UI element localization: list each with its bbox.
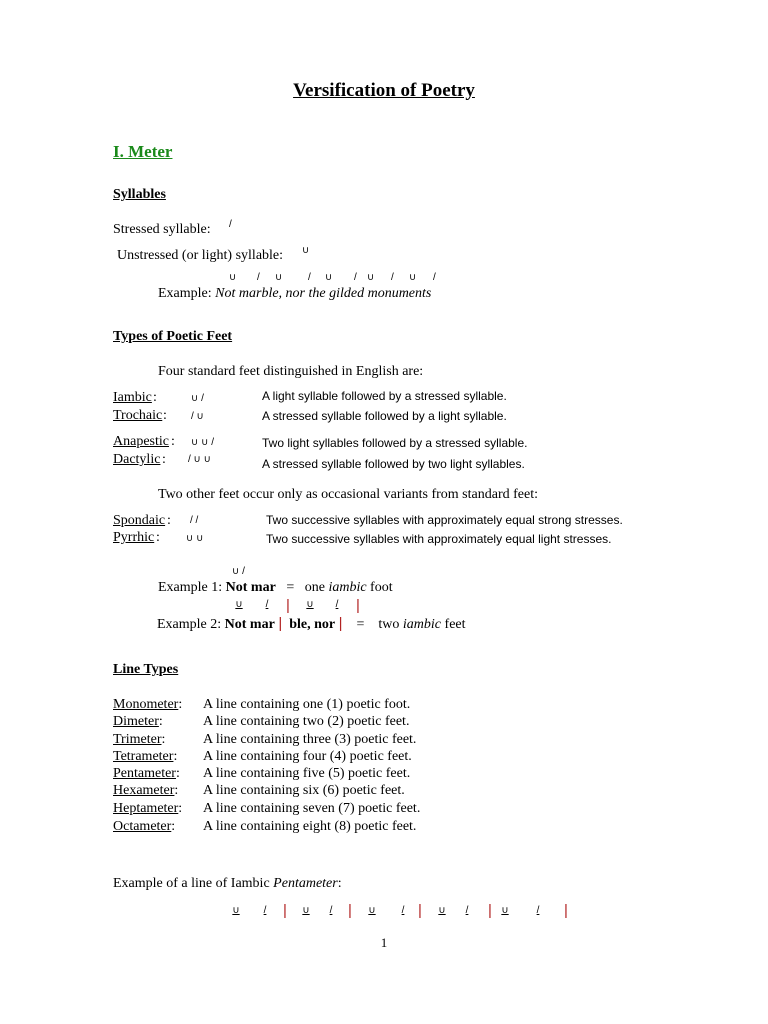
foot-marks: ∪ / xyxy=(191,393,204,404)
foot-desc: A light syllable followed by a stressed syllable. xyxy=(262,389,507,403)
foot-divider: | xyxy=(348,902,352,919)
scansion-mark: ∪ xyxy=(229,272,237,283)
stressed-mark: / xyxy=(229,219,232,230)
example1-type: iambic xyxy=(328,580,367,595)
feet-heading: Types of Poetic Feet xyxy=(113,329,233,344)
line-type-name: Pentameter xyxy=(113,766,176,781)
foot-divider: | xyxy=(418,902,422,919)
section-heading: I. Meter xyxy=(113,142,173,161)
scansion-mark: ∪ xyxy=(368,905,376,916)
scansion-mark: / xyxy=(265,599,269,610)
page-title: Versification of Poetry xyxy=(293,80,475,101)
example-verse: Not marble, nor the gilded monuments xyxy=(215,286,432,301)
line-type-row: Dimeter: xyxy=(113,714,163,729)
scansion-mark: ∪ xyxy=(302,905,310,916)
unstressed-mark: ∪ xyxy=(302,245,310,256)
example1-post: foot xyxy=(370,580,393,595)
foot-name: Pyrrhic xyxy=(113,530,155,545)
foot-marks: ∪ ∪ xyxy=(186,533,204,544)
scansion-mark: / xyxy=(391,272,394,283)
foot-marks: ∪ ∪ / xyxy=(191,437,214,448)
line-type-row: Heptameter: xyxy=(113,801,183,816)
line-type-name: Hexameter xyxy=(113,783,175,798)
line-type-desc: A line containing five (5) poetic feet. xyxy=(203,766,411,781)
example1-pre: one xyxy=(304,580,325,595)
line-type-name: Octameter xyxy=(113,819,172,834)
example1-syllables: Not mar xyxy=(225,580,276,595)
foot-name: Anapestic xyxy=(113,434,169,449)
line-type-desc: A line containing three (3) poetic feet. xyxy=(203,732,417,747)
pentameter-example-term: Pentameter xyxy=(273,876,338,891)
foot-name: Trochaic xyxy=(113,408,163,423)
foot-divider: | xyxy=(278,615,283,632)
foot-divider: | xyxy=(356,597,360,614)
foot-marks: / ∪ ∪ xyxy=(188,454,211,465)
scansion-mark: ∪ xyxy=(367,272,375,283)
stressed-label: Stressed syllable: xyxy=(113,222,211,237)
scansion-mark: / xyxy=(263,905,267,916)
example2 xyxy=(157,615,466,633)
line-type-desc: A line containing seven (7) poetic feet. xyxy=(203,801,421,816)
syllable-example xyxy=(158,286,431,302)
unstressed-label: Unstressed (or light) syllable: xyxy=(117,248,284,263)
pentameter-example: Example of a line of Iambic Pentameter: xyxy=(113,876,342,891)
foot-marks: / / xyxy=(190,515,199,526)
foot-marks: / ∪ xyxy=(191,411,204,422)
example2-label: Example 2: xyxy=(157,617,222,632)
example2-type: iambic xyxy=(402,617,442,632)
line-type-row: Trimeter: xyxy=(113,732,166,747)
scansion-mark: ∪ xyxy=(325,272,333,283)
example2-syllables-1: Not mar xyxy=(224,617,275,632)
foot-desc: Two successive syllables with approximately equal light stresses. xyxy=(266,532,612,546)
line-type-name: Trimeter xyxy=(113,732,162,747)
line-type-desc: A line containing six (6) poetic feet. xyxy=(203,783,405,798)
example1-marks: ∪ / xyxy=(232,566,245,577)
line-type-row: Tetrameter: xyxy=(113,749,178,764)
foot-name: Spondaic xyxy=(113,513,166,528)
example-label: Example: xyxy=(158,286,212,301)
example2-pre: two xyxy=(378,617,400,632)
line-type-row: Hexameter: xyxy=(113,783,179,798)
scansion-mark: ∪ xyxy=(235,599,243,610)
scansion-mark: / xyxy=(465,905,469,916)
example2-syllables-2: ble, nor xyxy=(289,617,336,632)
pentameter-example-pre: Example of a line of Iambic xyxy=(113,876,270,891)
page-number: 1 xyxy=(380,935,388,950)
line-type-row: Monometer: xyxy=(113,697,183,712)
foot-divider: | xyxy=(564,902,568,919)
foot-name: Iambic xyxy=(113,390,152,405)
scansion-mark: ∪ xyxy=(501,905,509,916)
line-type-desc: A line containing two (2) poetic feet. xyxy=(203,714,410,729)
line-type-name: Heptameter xyxy=(113,801,179,816)
scansion-mark: ∪ xyxy=(409,272,417,283)
scansion-mark: ∪ xyxy=(232,905,240,916)
scansion-mark: / xyxy=(257,272,260,283)
line-type-name: Dimeter xyxy=(113,714,159,729)
foot-divider: | xyxy=(286,597,290,614)
equals-sign: = xyxy=(286,580,295,595)
example1 xyxy=(158,580,393,596)
syllables-heading: Syllables xyxy=(113,187,166,202)
scansion-mark: / xyxy=(536,905,540,916)
scansion-mark: / xyxy=(433,272,436,283)
feet-intro: Four standard feet distinguished in English are: xyxy=(158,364,424,379)
foot-desc: A stressed syllable followed by a light syllable. xyxy=(262,409,507,423)
foot-name: Dactylic xyxy=(113,452,161,467)
line-type-row: Octameter: xyxy=(113,819,176,834)
scansion-mark: ∪ xyxy=(275,272,283,283)
line-type-desc: A line containing four (4) poetic feet. xyxy=(203,749,412,764)
foot-divider: | xyxy=(283,902,287,919)
line-type-desc: A line containing one (1) poetic foot. xyxy=(203,697,411,712)
other-feet-intro: Two other feet occur only as occasional variants from standard feet: xyxy=(158,487,538,502)
equals-sign: = xyxy=(356,617,365,632)
foot-desc: Two light syllables followed by a stressed syllable. xyxy=(262,436,528,450)
example2-post: feet xyxy=(444,617,466,632)
foot-divider: | xyxy=(338,615,343,632)
foot-desc: A stressed syllable followed by two light syllables. xyxy=(262,457,525,471)
scansion-mark: / xyxy=(329,905,333,916)
line-type-name: Tetrameter xyxy=(113,749,174,764)
foot-desc: Two successive syllables with approximately equal strong stresses. xyxy=(266,513,623,527)
foot-divider: | xyxy=(488,902,492,919)
scansion-mark: / xyxy=(308,272,311,283)
line-type-desc: A line containing eight (8) poetic feet. xyxy=(203,819,417,834)
scansion-mark: / xyxy=(335,599,339,610)
scansion-mark: / xyxy=(401,905,405,916)
scansion-mark: / xyxy=(354,272,357,283)
scansion-mark: ∪ xyxy=(438,905,446,916)
scansion-mark: ∪ xyxy=(306,599,314,610)
line-type-row: Pentameter: xyxy=(113,766,180,781)
line-types-heading: Line Types xyxy=(113,662,179,677)
example1-label: Example 1: xyxy=(158,580,223,595)
line-type-name: Monometer xyxy=(113,697,179,712)
